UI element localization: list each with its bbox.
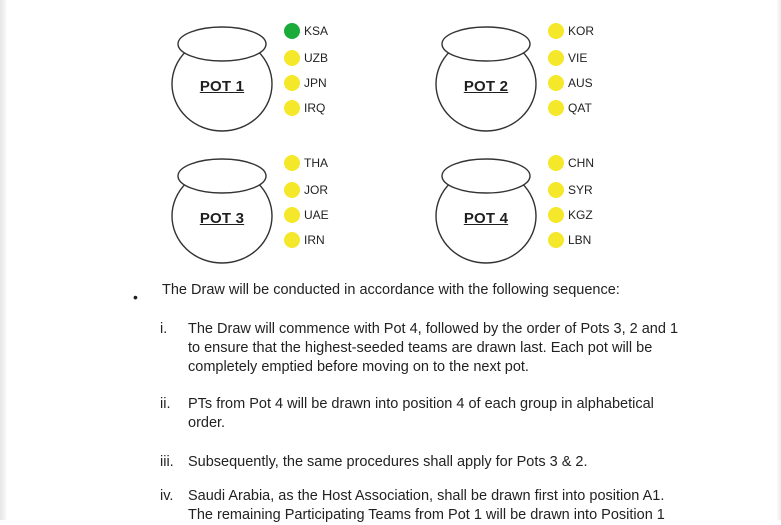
team-dot-icon (284, 155, 300, 171)
pot-1-bowl (170, 22, 274, 134)
item-text: PTs from Pot 4 will be drawn into position 4 of each group in alphabetical order. (188, 396, 654, 431)
team-code: CHN (568, 156, 594, 170)
team-code: AUS (568, 76, 593, 90)
pot-4-bowl (434, 154, 538, 266)
team-dot-icon (284, 232, 300, 248)
pot-2-bowl (434, 22, 538, 134)
highlight-dot-icon (284, 23, 300, 39)
team-code: KSA (304, 24, 329, 38)
item-number: iii. (160, 454, 174, 470)
item-text: The Draw will commence with Pot 4, followed by the order of Pots 3, 2 and 1 to ensure that the highest-seeded teams are drawn last. Each pot will be completely emptied before moving on to the next pot. (188, 321, 679, 375)
team-dot-icon (284, 100, 300, 116)
team-entry (284, 22, 328, 40)
intro-paragraph: The Draw will be conducted in accordance with the following sequence: (162, 282, 620, 298)
page-edge-right (777, 0, 781, 520)
team-dot-icon (548, 207, 564, 223)
team-code: JPN (304, 76, 327, 90)
team-entry (284, 206, 329, 224)
team-code: KGZ (568, 208, 593, 222)
team-dot-icon (548, 232, 564, 248)
team-entry (548, 99, 592, 117)
pot-label: POT 1 (199, 78, 245, 95)
team-dot-icon (548, 23, 564, 39)
team-entry (548, 49, 587, 67)
team-entry (284, 49, 328, 67)
item-number: ii. (160, 396, 171, 412)
pot-label: POT 3 (199, 210, 245, 227)
team-dot-icon (548, 50, 564, 66)
pot-label: POT 2 (463, 78, 509, 95)
team-entry (548, 154, 594, 172)
pot-3-bowl (170, 154, 274, 266)
team-entry (284, 99, 325, 117)
team-entry (284, 154, 328, 172)
item-text: Subsequently, the same procedures shall apply for Pots 3 & 2. (188, 454, 588, 470)
team-entry (548, 22, 594, 40)
team-code: VIE (568, 51, 588, 65)
team-dot-icon (284, 182, 300, 198)
team-code: THA (304, 156, 328, 170)
team-code: IRQ (304, 101, 326, 115)
team-entry (548, 231, 591, 249)
team-entry (548, 206, 593, 224)
team-code: SYR (568, 183, 593, 197)
team-entry (548, 181, 593, 199)
team-entry (284, 181, 328, 199)
team-entry (284, 231, 325, 249)
team-code: UAE (304, 208, 329, 222)
team-dot-icon (284, 50, 300, 66)
page-edge-left (0, 0, 6, 520)
team-dot-icon (548, 155, 564, 171)
item-text: Saudi Arabia, as the Host Association, shall be drawn first into position A1. The remaining Participating Teams from Pot 1 will be drawn into Position 1 (188, 488, 665, 523)
team-entry (284, 74, 327, 92)
team-code: IRN (304, 233, 325, 247)
team-dot-icon (284, 207, 300, 223)
bullet-icon: • (133, 289, 138, 305)
team-code: QAT (568, 101, 592, 115)
team-code: UZB (304, 51, 328, 65)
team-dot-icon (548, 182, 564, 198)
item-number: i. (160, 321, 168, 337)
team-code: KOR (568, 24, 595, 38)
team-dot-icon (548, 100, 564, 116)
team-entry (548, 74, 593, 92)
team-code: LBN (568, 233, 592, 247)
item-number: iv. (160, 488, 174, 504)
team-dot-icon (284, 75, 300, 91)
team-code: JOR (304, 183, 328, 197)
pot-label: POT 4 (463, 210, 509, 227)
team-dot-icon (548, 75, 564, 91)
